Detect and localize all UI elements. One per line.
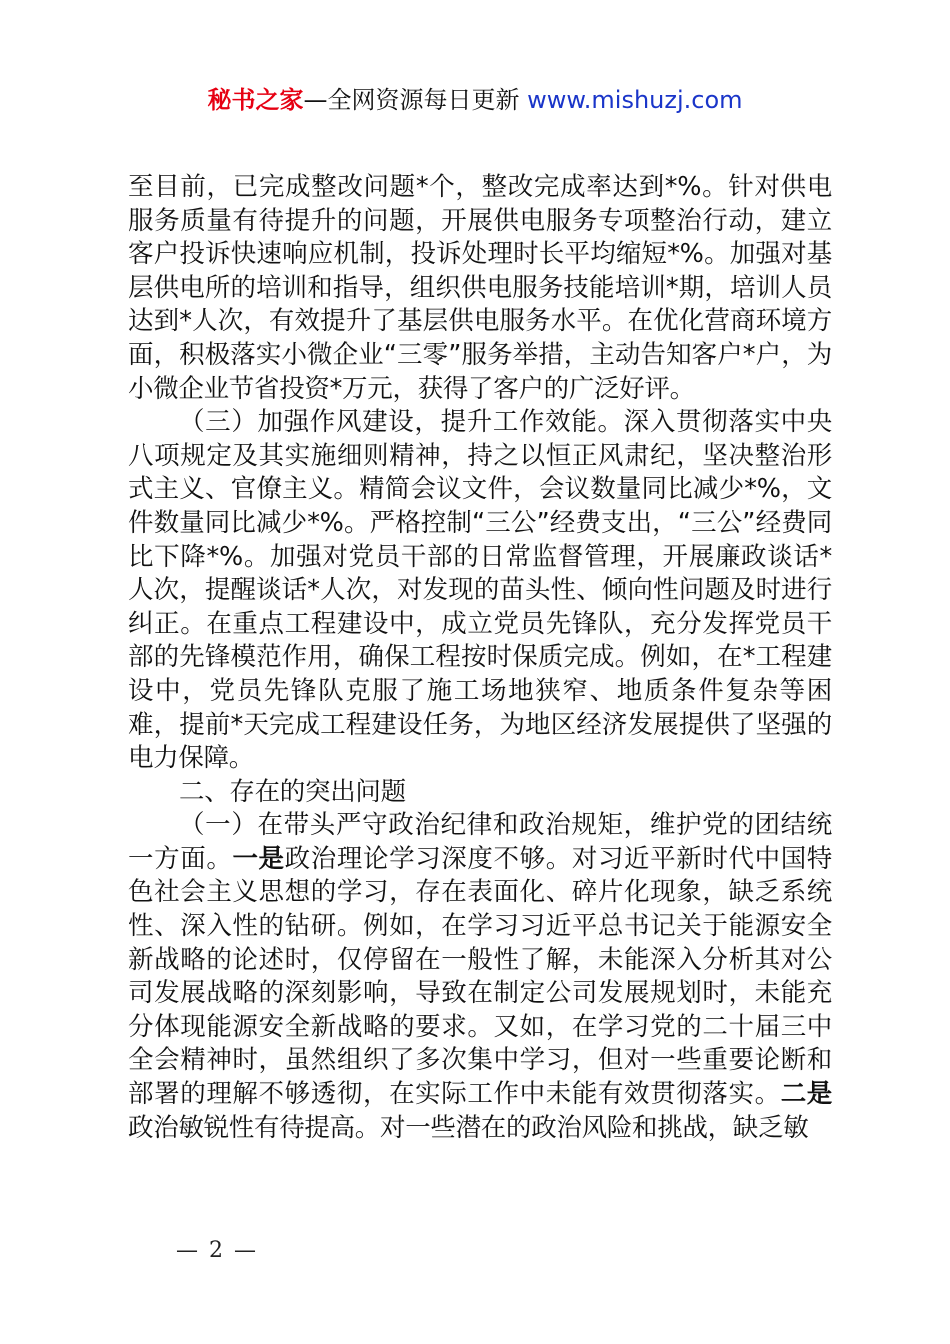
point-two-marker: 二是	[780, 1079, 832, 1110]
brand-name: 秘书之家	[207, 86, 304, 114]
point-two-text: 政治敏锐性有待提高。对一些潜在的政治风险和挑战，缺乏敏	[128, 1112, 809, 1143]
page-number: — 2 —	[176, 1238, 258, 1263]
header-url-link[interactable]: www.mishuzj.com	[527, 86, 743, 114]
header-tagline: —全网资源每日更新	[303, 86, 528, 114]
paragraph-rectification-results: 至目前，已完成整改问题*个，整改完成率达到*%。针对供电服务质量有待提升的问题，开展供电服务专项整治行动，建立客户投诉快速响应机制，投诉处理时长平均缩短*%。加强对基层供电所的培训和指导，组织供电服务技能培训*期，培训人员达到*人次，有效提升了基层供电服务水平。在优化营商环境方面，积极落实小微企业“三零”服务举措，主动告知客户*户，为小微企业节省投资*万元，获得了客户的广泛好评。	[128, 172, 832, 404]
section-heading-problems: 二、存在的突出问题	[179, 776, 406, 807]
point-one-text: 政治理论学习深度不够。对习近平新时代中国特色社会主义思想的学习，存在表面化、碎片化现象，缺乏系统性、深入性的钻研。例如，在学习习近平总书记关于能源安全新战略的论述时，仅停留在一般性了解，未能深入分析其对公司发展战略的深刻影响，导致在制定公司发展规划时，未能充分体现能源安全新战略的要求。又如，在学习党的二十届三中全会精神时，虽然组织了多次集中学习，但对一些重要论断和部署的理解不够透彻，在实际工作中未能有效贯彻落实。	[128, 843, 832, 1110]
document-body	[128, 171, 832, 1145]
site-header	[0, 80, 950, 115]
point-one-marker: 一是	[232, 843, 285, 874]
paragraph-work-style: （三）加强作风建设，提升工作效能。深入贯彻落实中央八项规定及其实施细则精神，持之以恒正风肃纪，坚决整治形式主义、官僚主义。精简会议文件，会议数量同比减少*%，文件数量同比减少*%。严格控制“三公”经费支出，“三公”经费同比下降*%。加强对党员干部的日常监督管理，开展廉政谈话*人次，提醒谈话*人次，对发现的苗头性、倾向性问题及时进行纠正。在重点工程建设中，成立党员先锋队，充分发挥党员干部的先锋模范作用，确保工程按时保质完成。例如，在*工程建设中，党员先锋队克服了施工场地狭窄、地质条件复杂等困难，提前*天完成工程建设任务，为地区经济发展提供了坚强的电力保障。	[128, 407, 832, 774]
paragraph-political-discipline	[128, 809, 832, 1145]
subsection-lead: （一）在带头严守政治纪律和政治规矩，维护党的团结统一方面。	[128, 810, 832, 874]
